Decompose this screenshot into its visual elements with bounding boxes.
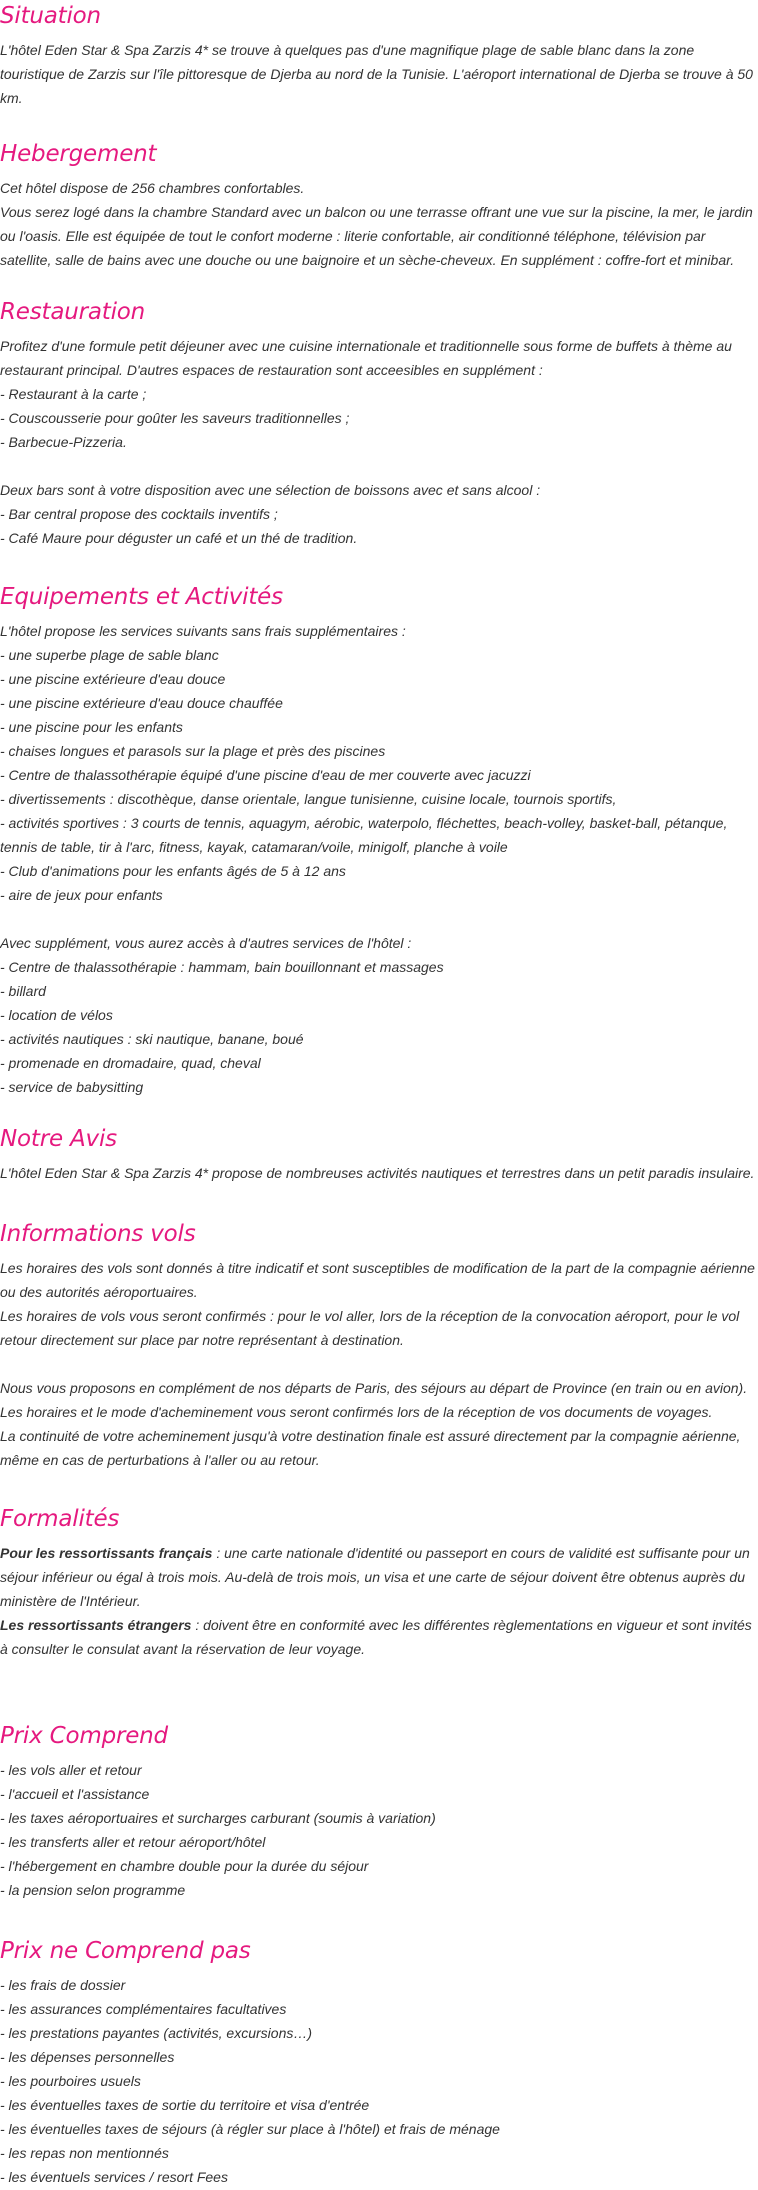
list-item: - les taxes aéroportuaires et surcharges carburant (soumis à variation) bbox=[0, 1810, 436, 1826]
formalites-etr bbox=[0, 1613, 758, 1661]
equipements-section bbox=[0, 581, 758, 1123]
hebergement-section bbox=[0, 138, 758, 296]
prix-ne-comprend-section bbox=[0, 1935, 758, 2189]
list-item: - Restaurant à la carte ; bbox=[0, 386, 147, 402]
bars-intro: Deux bars sont à votre disposition avec une sélection de boissons avec et sans alcool : bbox=[0, 482, 541, 498]
list-item: - Café Maure pour déguster un café et un thé de tradition. bbox=[0, 530, 358, 546]
vols-section bbox=[0, 1218, 758, 1503]
formalites-fr-label: Pour les ressortissants français bbox=[0, 1545, 213, 1561]
list-item: - une piscine pour les enfants bbox=[0, 719, 183, 735]
formalites-etr-text: : doivent être en conformité avec les différentes règlementations en vigueur et sont invités à consulter le consulat avant la réservation de leur voyage. bbox=[0, 1617, 752, 1657]
formalites-title: Formalités bbox=[0, 1506, 120, 1532]
list-item: - chaises longues et parasols sur la plage et près des piscines bbox=[0, 743, 386, 759]
vols-text-1: Les horaires des vols sont donnés à titre indicatif et sont susceptibles de modification de la part de la compagnie aérienne ou des autorités aéroportuaires. bbox=[0, 1260, 755, 1300]
list-item: - les éventuels services / resort Fees bbox=[0, 2169, 228, 2185]
list-item: - location de vélos bbox=[0, 1007, 113, 1023]
list-item: - divertissements : discothèque, danse orientale, langue tunisienne, cuisine locale, tournois sportifs, bbox=[0, 791, 617, 807]
list-item: - les dépenses personnelles bbox=[0, 2049, 175, 2065]
vols-text-3: Nous vous proposons en complément de nos départs de Paris, des séjours au départ de Province (en train ou en avion). bbox=[0, 1380, 748, 1396]
situation-section bbox=[0, 0, 758, 138]
list-item: - Centre de thalassothérapie équipé d'une piscine d'eau de mer couverte avec jacuzzi bbox=[0, 767, 531, 783]
list-item: - aire de jeux pour enfants bbox=[0, 887, 163, 903]
hebergement-title: Hebergement bbox=[0, 141, 157, 167]
prix-comprend-title: Prix Comprend bbox=[0, 1723, 168, 1749]
list-item: - billard bbox=[0, 983, 46, 999]
formalites-fr-text: : une carte nationale d'identité ou passeport en cours de validité est suffisante pour un séjour inférieur ou égal à trois mois. Au-delà de trois mois, un visa et une carte de séjour doivent être obtenus auprès du ministère de l'Intérieur. bbox=[0, 1545, 750, 1609]
hebergement-text-1: Cet hôtel dispose de 256 chambres confortables. bbox=[0, 180, 305, 196]
list-item: - Centre de thalassothérapie : hammam, bain bouillonnant et massages bbox=[0, 959, 444, 975]
list-item: - promenade en dromadaire, quad, cheval bbox=[0, 1055, 261, 1071]
list-item: - Barbecue-Pizzeria. bbox=[0, 434, 127, 450]
hebergement-text-2: Vous serez logé dans la chambre Standard avec un balcon ou une terrasse offrant une vue sur la piscine, la mer, le jardin ou l'oasis. Elle est équipée de tout le confort moderne : literie confortable, air conditionné téléphone, télévision par satellite, salle de bains avec une douche ou une baignoire et un sèche-cheveux. En supplément : coffre-fort et minibar. bbox=[0, 204, 753, 268]
list-item: - les repas non mentionnés bbox=[0, 2145, 169, 2161]
vols-text-2: Les horaires de vols vous seront confirmés : pour le vol aller, lors de la réception de la convocation aéroport, pour le vol retour directement sur place par notre représentant à destination. bbox=[0, 1308, 740, 1348]
avis-text: L'hôtel Eden Star & Spa Zarzis 4* propose de nombreuses activités nautiques et terrestres dans un petit paradis insulaire. bbox=[0, 1165, 755, 1181]
list-item: - Couscousserie pour goûter les saveurs traditionnelles ; bbox=[0, 410, 350, 426]
list-item: - service de babysitting bbox=[0, 1079, 144, 1095]
vols-title: Informations vols bbox=[0, 1221, 196, 1247]
list-item: - activités sportives : 3 courts de tennis, aquagym, aérobic, waterpolo, fléchettes, beach-volley, basket-ball, pétanque, tennis de table, tir à l'arc, fitness, kayak, catamaran/voile, minigolf, planche à voile bbox=[0, 815, 728, 855]
situation-title: Situation bbox=[0, 3, 101, 29]
list-item: - les prestations payantes (activités, excursions…) bbox=[0, 2025, 313, 2041]
list-item: - Bar central propose des cocktails inventifs ; bbox=[0, 506, 278, 522]
list-item: - les assurances complémentaires facultatives bbox=[0, 2001, 287, 2017]
avis-title: Notre Avis bbox=[0, 1126, 117, 1152]
list-item: - activités nautiques : ski nautique, banane, boué bbox=[0, 1031, 304, 1047]
list-item: - les pourboires usuels bbox=[0, 2073, 141, 2089]
situation-text: L'hôtel Eden Star & Spa Zarzis 4* se trouve à quelques pas d'une magnifique plage de sable blanc dans la zone touristique de Zarzis sur l'île pittoresque de Djerba au nord de la Tunisie. L'aéroport international de Djerba se trouve à 50 km. bbox=[0, 42, 753, 106]
restauration-intro: Profitez d'une formule petit déjeuner avec une cuisine internationale et traditionnelle sous forme de buffets à thème au restaurant principal. D'autres espaces de restauration sont acceesibles en supplément : bbox=[0, 338, 732, 378]
avis-section bbox=[0, 1123, 758, 1218]
list-item: - l'accueil et l'assistance bbox=[0, 1786, 150, 1802]
list-item: - la pension selon programme bbox=[0, 1882, 186, 1898]
list-item: - les éventuelles taxes de séjours (à régler sur place à l'hôtel) et frais de ménage bbox=[0, 2121, 500, 2137]
formalites-section bbox=[0, 1503, 758, 1720]
list-item: - les vols aller et retour bbox=[0, 1762, 142, 1778]
vols-text-5: La continuité de votre acheminement jusqu'à votre destination finale est assuré directement par la compagnie aérienne, même en cas de perturbations à l'aller ou au retour. bbox=[0, 1428, 741, 1468]
list-item: - l'hébergement en chambre double pour la durée du séjour bbox=[0, 1858, 369, 1874]
restauration-title: Restauration bbox=[0, 299, 146, 325]
vols-text-4: Les horaires et le mode d'acheminement vous seront confirmés lors de la réception de vos documents de voyages. bbox=[0, 1404, 713, 1420]
extra-intro: Avec supplément, vous aurez accès à d'autres services de l'hôtel : bbox=[0, 935, 412, 951]
list-item: - une superbe plage de sable blanc bbox=[0, 647, 219, 663]
equipements-intro: L'hôtel propose les services suivants sans frais supplémentaires : bbox=[0, 623, 406, 639]
list-item: - les transferts aller et retour aéroport/hôtel bbox=[0, 1834, 266, 1850]
list-item: - les frais de dossier bbox=[0, 1977, 126, 1993]
formalites-fr bbox=[0, 1541, 758, 1613]
equipements-title: Equipements et Activités bbox=[0, 584, 283, 610]
list-item: - une piscine extérieure d'eau douce chauffée bbox=[0, 695, 283, 711]
restauration-section bbox=[0, 296, 758, 581]
prix-ne-comprend-title: Prix ne Comprend pas bbox=[0, 1938, 251, 1964]
list-item: - Club d'animations pour les enfants âgés de 5 à 12 ans bbox=[0, 863, 346, 879]
list-item: - une piscine extérieure d'eau douce bbox=[0, 671, 226, 687]
formalites-etr-label: Les ressortissants étrangers bbox=[0, 1617, 192, 1633]
list-item: - les éventuelles taxes de sortie du territoire et visa d'entrée bbox=[0, 2097, 370, 2113]
prix-comprend-section bbox=[0, 1720, 758, 1935]
